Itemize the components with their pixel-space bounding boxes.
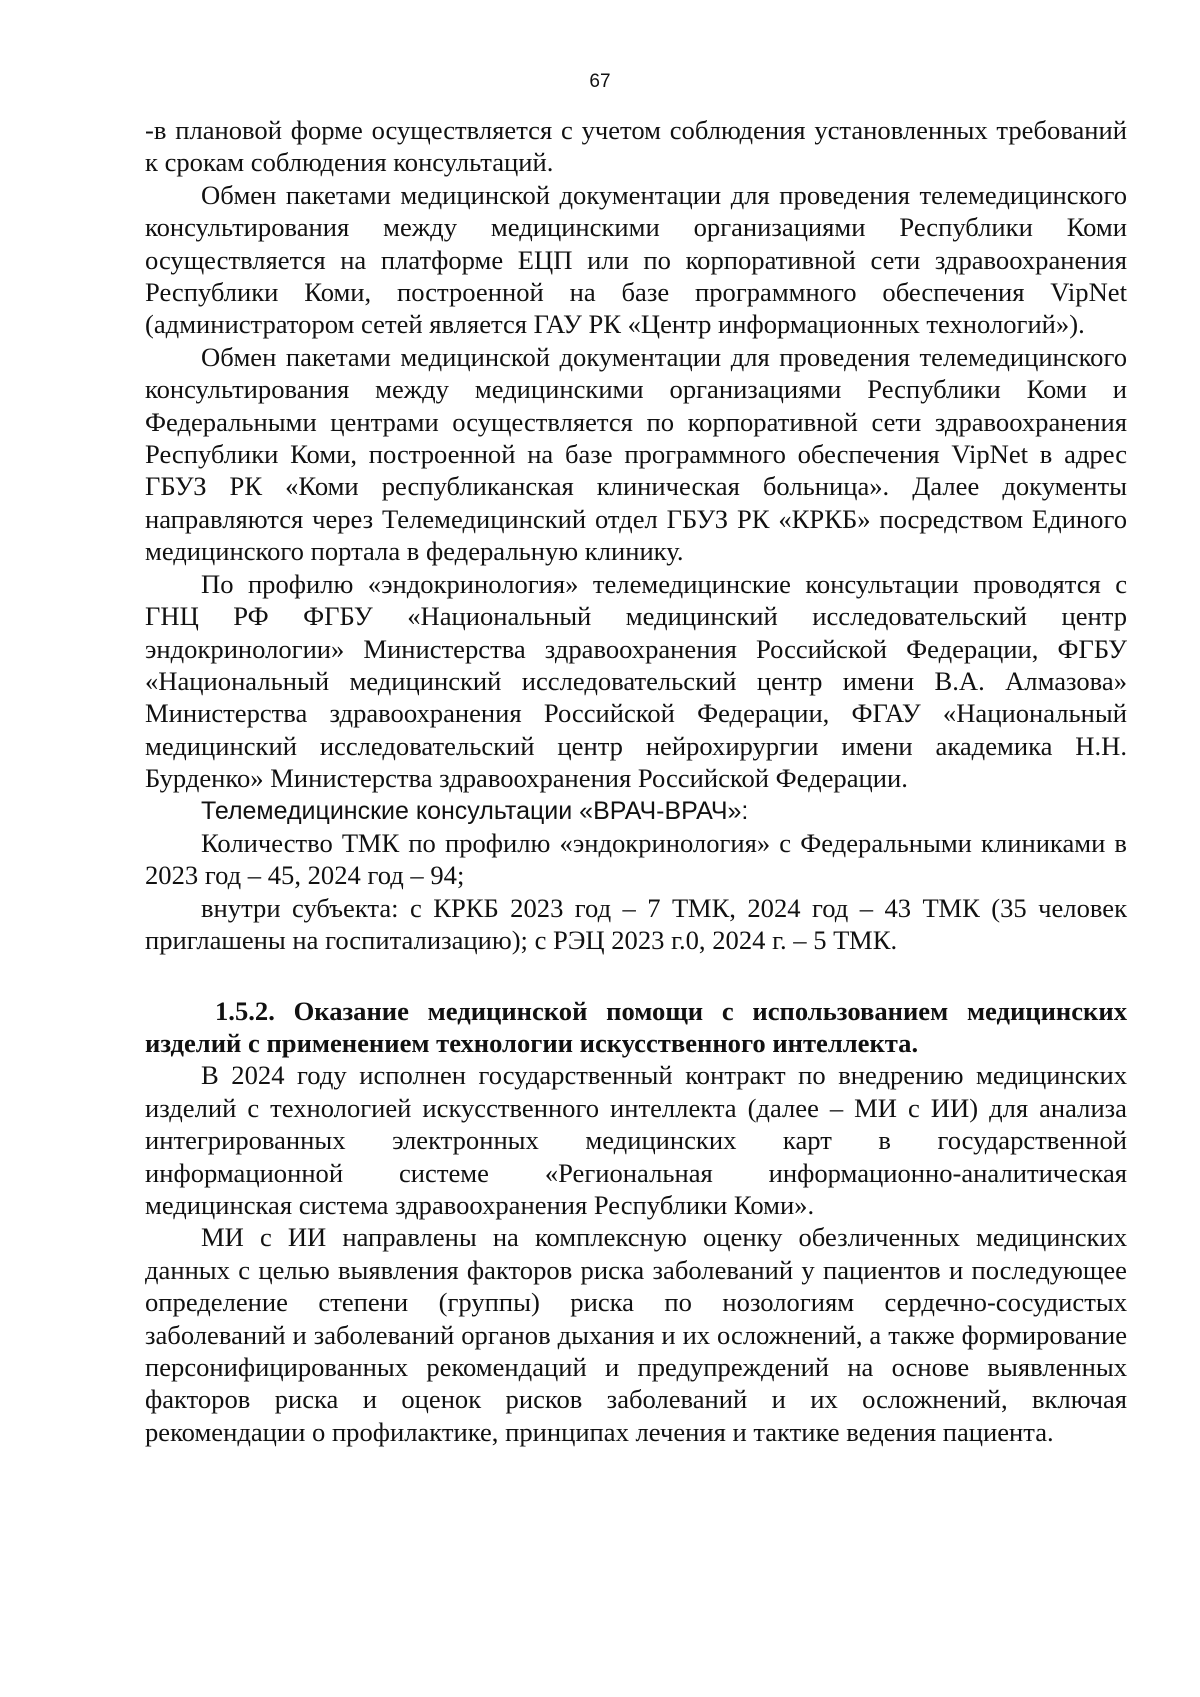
document-body bbox=[145, 114, 1127, 1448]
paragraph-ai-contract: В 2024 году исполнен государственный контракт по внедрению медицинских изделий с технологией искусственного интеллекта (далее – МИ с ИИ) для анализа интегрированных электронных медицинских карт в государственной информационной системе «Региональная информационно-аналитическая медицинская система здравоохранения Республики Коми». bbox=[145, 1060, 1127, 1220]
paragraph-exchange-regional: Обмен пакетами медицинской документации для проведения телемедицинского консультирования между медицинскими организациями Республики Коми осуществляется на платформе ЕЦП или по корпоративной сети здравоохранения Республики Коми, построенной на базе программного обеспечения VipNet (администратором сетей является ГАУ РК «Центр информационных технологий»). bbox=[145, 179, 1127, 340]
paragraph-exchange-federal: Обмен пакетами медицинской документации для проведения телемедицинского консультирования между медицинскими организациями Республики Коми и Федеральными центрами осуществляется по корпоративной сети здравоохранения Республики Коми, построенной на базе программного обеспечения VipNet в адрес ГБУЗ РК «Коми республиканская клиническая больница». Далее документы направляются через Телемедицинский отдел ГБУЗ РК «КРКБ» посредством Единого медицинского портала в федеральную клинику. bbox=[145, 341, 1127, 567]
paragraph-doctor-doctor-heading: Телемедицинские консультации «ВРАЧ-ВРАЧ»: bbox=[201, 796, 749, 825]
paragraph-tmk-count-federal: Количество ТМК по профилю «эндокринология» с Федеральными клиниками в 2023 год – 45, 2024 год – 94; bbox=[145, 827, 1127, 891]
paragraph-tmk-count-regional: внутри субъекта: с КРКБ 2023 год – 7 ТМК, 2024 год – 43 ТМК (35 человек приглашены на госпитализацию); с РЭЦ 2023 г.0, 2024 г. – 5 ТМК. bbox=[145, 892, 1127, 956]
paragraph-endocrinology-profile: По профилю «эндокринология» телемедицинские консультации проводятся с ГНЦ РФ ФГБУ «Национальный медицинский исследовательский центр эндокринологии» Министерства здравоохранения Российской Федерации, ФГБУ «Национальный медицинский исследовательский центр имени В.А. Алмазова» Министерства здравоохранения Российской Федерации, ФГАУ «Национальный медицинский исследовательский центр нейрохирургии имени академика Н.Н. Бурденко» Министерства здравоохранения Российской Федерации. bbox=[145, 568, 1127, 794]
page-number: 67 bbox=[589, 71, 611, 92]
section-heading-ai-devices: 1.5.2. Оказание медицинской помощи с использованием медицинских изделий с применением технологии искусственного интеллекта. bbox=[145, 995, 1127, 1058]
paragraph-ai-purpose: МИ с ИИ направлены на комплексную оценку обезличенных медицинских данных с целью выявления факторов риска заболеваний у пациентов и последующее определение степени (группы) риска по нозологиям сердечно-сосудистых заболеваний и заболеваний органов дыхания и их осложнений, а также формирование персонифицированных рекомендаций и предупреждений на основе выявленных факторов риска и оценок рисков заболеваний и их осложнений, включая рекомендации о профилактике, принципах лечения и тактике ведения пациента. bbox=[145, 1222, 1127, 1447]
paragraph-planned-form: -в плановой форме осуществляется с учетом соблюдения установленных требований к срокам соблюдения консультаций. bbox=[145, 115, 1127, 178]
